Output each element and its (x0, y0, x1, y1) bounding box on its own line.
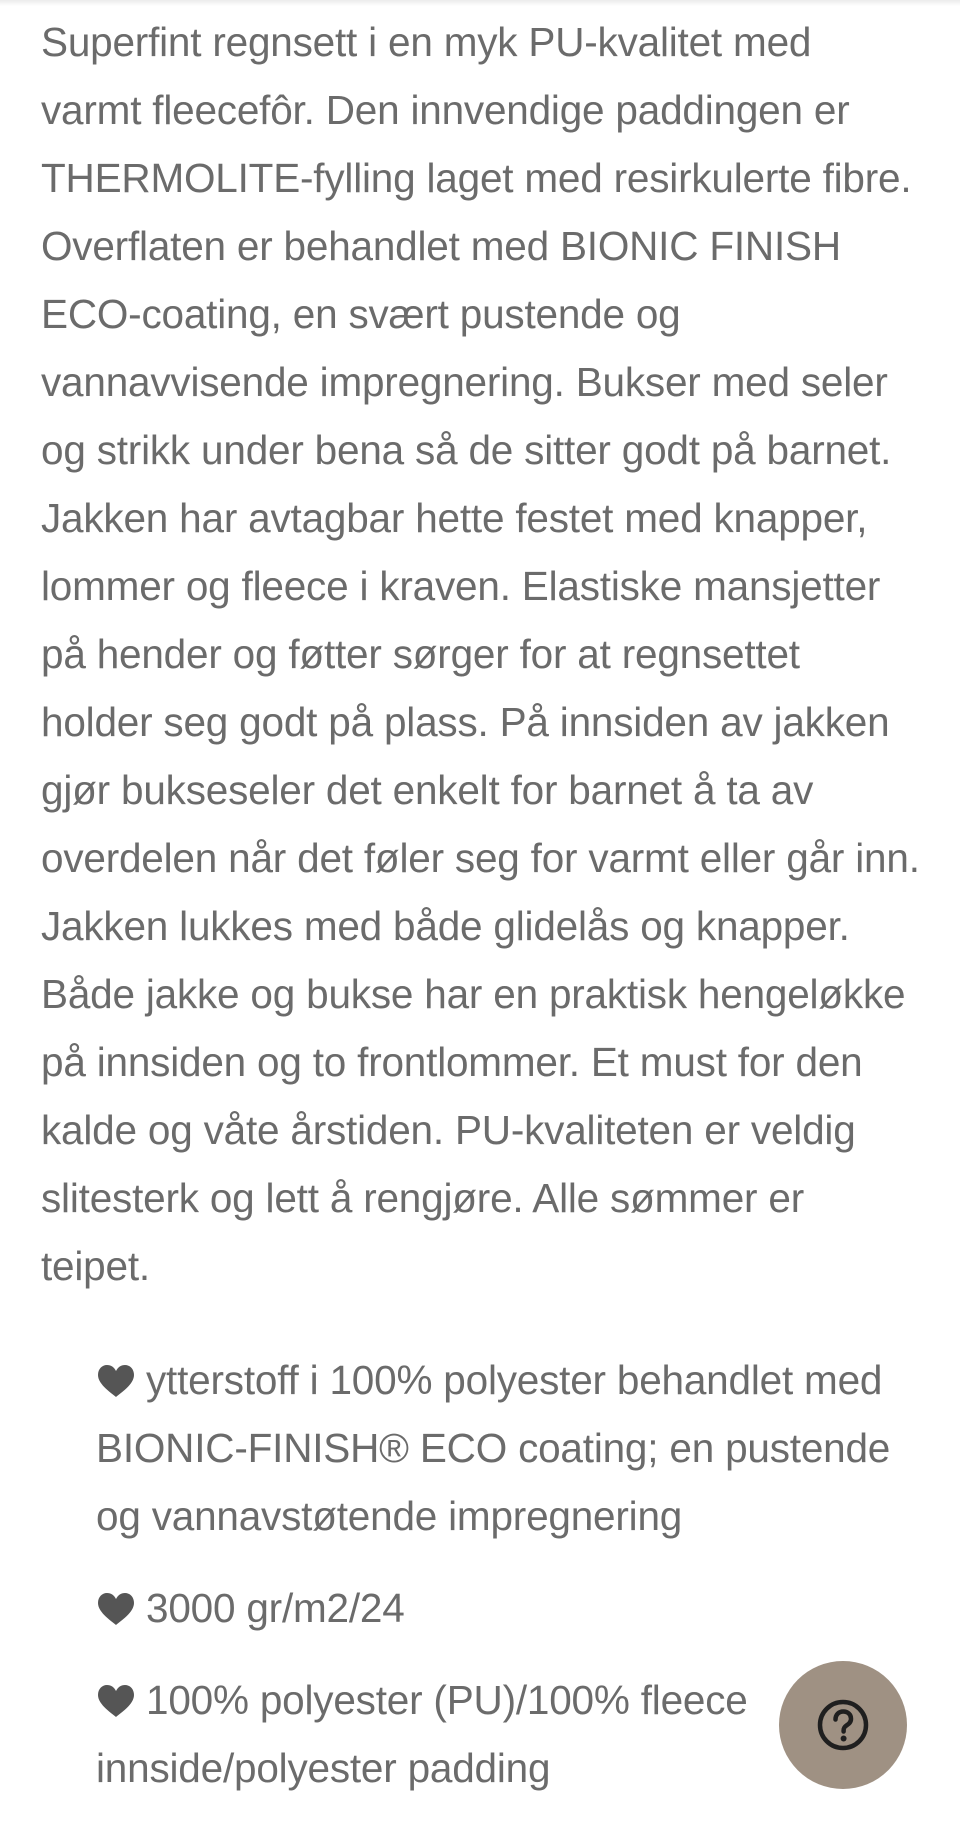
feature-text: 3000 gr/m2/24 (146, 1585, 405, 1631)
feature-item (96, 1574, 921, 1642)
heart-icon (96, 1684, 136, 1718)
help-button[interactable] (779, 1661, 907, 1789)
feature-text: 100% polyester (PU)/100% fleece innside/polyester padding (96, 1677, 748, 1791)
product-description-section (41, 8, 921, 1826)
heart-icon (96, 1592, 136, 1626)
product-description: Superfint regnsett i en myk PU-kvalitet med varmt fleecefôr. Den innvendige paddingen er THERMOLITE-fylling laget med resirkulerte fibre. Overflaten er behandlet med BIONIC FINISH ECO-coating, en svært pustende og vannavvisende impregnering. Bukser med seler og strikk under bena så de sitter godt på barnet. Jakken har avtagbar hette festet med knapper, lommer og fleece i kraven. Elastiske mansjetter på hender og føtter sørger for at regnsettet holder seg godt på plass. På innsiden av jakken gjør bukseseler det enkelt for barnet å ta av overdelen når det føler seg for varmt eller går inn. Jakken lukkes med både glidelås og knapper. Både jakke og bukse har en praktisk hengeløkke på innsiden og to frontlommer. Et must for den kalde og våte årstiden. PU-kvaliteten er veldig slitesterk og lett å rengjøre. Alle sømmer er teipet. (41, 19, 920, 1289)
question-mark-icon (816, 1698, 870, 1752)
header-shadow (0, 0, 960, 6)
heart-icon (96, 1364, 136, 1398)
feature-text: ytterstoff i 100% polyester behandlet med BIONIC-FINISH® ECO coating; en pustende og vannavstøtende impregnering (96, 1357, 891, 1539)
feature-item (96, 1346, 921, 1550)
